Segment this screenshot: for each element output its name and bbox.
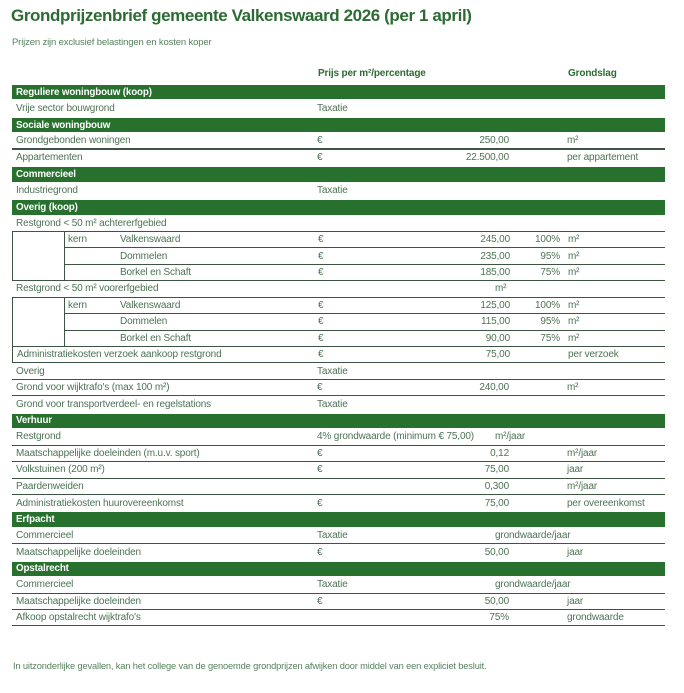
cell-currency: € bbox=[317, 382, 323, 394]
cell-amount: 0,300 bbox=[484, 480, 509, 492]
footnote: In uitzonderlijke gevallen, kan het college van de genoemde grondprijzen afwijken door middel van een expliciet besluit. bbox=[13, 661, 487, 671]
cell-label: Maatschappelijke doeleinden bbox=[16, 546, 141, 558]
cell-grondslag: per overeenkomst bbox=[567, 497, 645, 509]
table-row bbox=[12, 429, 665, 445]
cell-label: Borkel en Schaft bbox=[120, 332, 191, 344]
section-header-row bbox=[12, 413, 665, 429]
kern-indent-spacer bbox=[13, 265, 65, 280]
cell-label: Restgrond < 50 m² voorerfgebied bbox=[16, 283, 159, 295]
cell-amount: 50,00 bbox=[484, 546, 509, 558]
cell-label: Dommelen bbox=[120, 250, 168, 262]
cell-amount: 235,00 bbox=[480, 250, 510, 262]
section-label: Commercieel bbox=[16, 168, 76, 180]
cell-label: Industriegrond bbox=[16, 185, 78, 197]
cell-currency: € bbox=[318, 316, 324, 328]
cell-percentage: 95% bbox=[540, 250, 560, 262]
section-header-row bbox=[12, 199, 665, 215]
cell-label: Valkenswaard bbox=[120, 299, 181, 311]
cell-grondslag: m² bbox=[568, 234, 580, 246]
table-row bbox=[12, 265, 665, 281]
kern-indent-spacer bbox=[13, 331, 65, 346]
section-header-row bbox=[12, 117, 665, 133]
kern-indent-spacer bbox=[13, 248, 65, 264]
table-row bbox=[12, 133, 665, 149]
table-row bbox=[12, 462, 665, 478]
table-row bbox=[12, 216, 665, 232]
table-row bbox=[12, 479, 665, 495]
table-row bbox=[12, 347, 665, 363]
kern-indent-spacer bbox=[13, 314, 65, 330]
kern-label: kern bbox=[68, 234, 87, 246]
cell-label: Maatschappelijke doeleinden (m.u.v. sport) bbox=[16, 447, 200, 459]
cell-label: Grondgebonden woningen bbox=[16, 135, 131, 147]
cell-grondslag: jaar bbox=[567, 546, 584, 558]
cell-grondslag: m² bbox=[495, 283, 507, 295]
kern-indent-spacer bbox=[13, 232, 65, 248]
cell-grondslag: m² bbox=[568, 250, 580, 262]
section-header-row bbox=[12, 561, 665, 577]
table-row bbox=[12, 314, 665, 330]
kern-indent-spacer bbox=[13, 298, 65, 314]
cell-price-text: Taxatie bbox=[317, 399, 348, 411]
cell-label: Paardenweiden bbox=[16, 480, 84, 492]
cell-label: Afkoop opstalrecht wijktrafo's bbox=[16, 612, 141, 624]
cell-grondslag: per appartement bbox=[567, 152, 639, 164]
table-row bbox=[12, 281, 665, 297]
cell-amount: 115,00 bbox=[481, 316, 510, 328]
cell-amount: 90,00 bbox=[485, 332, 510, 344]
cell-amount: 240,00 bbox=[479, 382, 509, 394]
cell-label: Vrije sector bouwgrond bbox=[16, 103, 115, 115]
table-row bbox=[12, 396, 665, 412]
table-row bbox=[12, 577, 665, 593]
cell-label: Commercieel bbox=[16, 530, 74, 542]
kern-row-body bbox=[65, 331, 665, 346]
table-row bbox=[12, 100, 665, 116]
cell-currency: € bbox=[317, 135, 323, 147]
cell-label: Overig bbox=[16, 365, 45, 377]
cell-amount: 22.500,00 bbox=[465, 152, 509, 164]
cell-grondslag: m² bbox=[568, 299, 580, 311]
cell-label: Restgrond bbox=[16, 431, 61, 443]
column-headers bbox=[12, 64, 665, 81]
table-row bbox=[12, 528, 665, 544]
table-row bbox=[12, 544, 665, 560]
column-header-price: Prijs per m²/percentage bbox=[318, 68, 426, 79]
table-row bbox=[12, 610, 665, 626]
cell-amount: 50,00 bbox=[484, 595, 509, 607]
cell-currency: € bbox=[317, 464, 323, 476]
cell-price-text: Taxatie bbox=[317, 365, 348, 377]
cell-percentage: 75% bbox=[540, 332, 560, 344]
table-row bbox=[12, 495, 665, 511]
cell-currency: € bbox=[318, 332, 324, 344]
cell-currency: € bbox=[318, 349, 324, 361]
table-row bbox=[12, 232, 665, 248]
price-table bbox=[12, 84, 665, 626]
cell-grondslag: m²/jaar bbox=[567, 447, 598, 459]
table-row bbox=[12, 446, 665, 462]
cell-currency: € bbox=[318, 250, 324, 262]
cell-price-text: Taxatie bbox=[317, 103, 348, 115]
kern-row-body bbox=[65, 298, 665, 314]
cell-label: Maatschappelijke doeleinden bbox=[16, 595, 141, 607]
cell-amount: 75,00 bbox=[484, 497, 509, 509]
cell-label: Borkel en Schaft bbox=[120, 267, 191, 279]
cell-currency: € bbox=[317, 546, 323, 558]
kern-row-body bbox=[65, 314, 665, 330]
cell-currency: € bbox=[317, 152, 323, 164]
cell-amount: 185,00 bbox=[480, 267, 510, 279]
column-header-grondslag: Grondslag bbox=[568, 68, 617, 79]
cell-label: Volkstuinen (200 m²) bbox=[16, 464, 105, 476]
table-row bbox=[12, 363, 665, 379]
table-row bbox=[12, 594, 665, 610]
cell-label: Valkenswaard bbox=[120, 234, 181, 246]
cell-grondslag: jaar bbox=[567, 595, 584, 607]
table-row bbox=[12, 248, 665, 264]
cell-grondslag: m²/jaar bbox=[567, 480, 598, 492]
cell-amount: 0,12 bbox=[490, 447, 509, 459]
section-header-row bbox=[12, 84, 665, 100]
cell-label: Restgrond < 50 m² achtererfgebied bbox=[16, 217, 167, 229]
cell-grondslag: m² bbox=[568, 267, 580, 279]
section-label: Sociale woningbouw bbox=[16, 119, 111, 131]
cell-amount: 245,00 bbox=[480, 234, 510, 246]
cell-grondslag: m² bbox=[567, 382, 579, 394]
section-label: Reguliere woningbouw (koop) bbox=[16, 86, 152, 98]
cell-grondslag: jaar bbox=[567, 464, 584, 476]
cell-label: Administratiekosten huurovereenkomst bbox=[16, 497, 184, 509]
cell-currency: € bbox=[318, 234, 324, 246]
cell-currency: € bbox=[317, 447, 323, 459]
cell-grondslag: grondwaarde bbox=[567, 612, 624, 624]
cell-percentage: 95% bbox=[540, 316, 560, 328]
cell-currency: € bbox=[318, 267, 324, 279]
cell-price-text: Taxatie bbox=[317, 530, 348, 542]
cell-amount: 75% bbox=[489, 612, 509, 624]
cell-grondslag: grondwaarde/jaar bbox=[495, 530, 571, 542]
cell-label: Appartementen bbox=[16, 152, 83, 164]
cell-percentage: 75% bbox=[540, 267, 560, 279]
table-row bbox=[12, 183, 665, 199]
cell-label: Grond voor transportverdeel- en regelstations bbox=[16, 399, 212, 411]
cell-label: Dommelen bbox=[120, 316, 168, 328]
table-row bbox=[12, 380, 665, 396]
cell-percentage: 100% bbox=[535, 234, 560, 246]
section-header-row bbox=[12, 511, 665, 527]
kern-row-body bbox=[65, 265, 665, 280]
section-label: Verhuur bbox=[16, 415, 52, 427]
cell-price-text: Taxatie bbox=[317, 185, 348, 197]
section-header-row bbox=[12, 166, 665, 182]
table-row bbox=[12, 150, 665, 166]
cell-grondslag: m²/jaar bbox=[495, 431, 526, 443]
table-row bbox=[12, 331, 665, 347]
cell-amount: 250,00 bbox=[479, 135, 509, 147]
cell-price-text: 4% grondwaarde (minimum € 75,00) bbox=[317, 431, 474, 443]
cell-price-text: Taxatie bbox=[317, 579, 348, 591]
page-subtitle: Prijzen zijn exclusief belastingen en kosten koper bbox=[12, 37, 212, 48]
cell-label: Grond voor wijktrafo's (max 100 m²) bbox=[16, 382, 170, 394]
cell-grondslag: grondwaarde/jaar bbox=[495, 579, 571, 591]
cell-grondslag: m² bbox=[568, 332, 580, 344]
cell-amount: 75,00 bbox=[485, 349, 510, 361]
cell-amount: 125,00 bbox=[480, 299, 510, 311]
cell-grondslag: m² bbox=[567, 135, 579, 147]
cell-grondslag: per verzoek bbox=[568, 349, 619, 361]
cell-label: Administratiekosten verzoek aankoop restgrond bbox=[17, 349, 222, 361]
cell-currency: € bbox=[317, 595, 323, 607]
kern-row-body bbox=[65, 232, 665, 248]
cell-label: Commercieel bbox=[16, 579, 74, 591]
section-label: Overig (koop) bbox=[16, 201, 78, 213]
cell-currency: € bbox=[318, 299, 324, 311]
section-label: Erfpacht bbox=[16, 514, 55, 526]
kern-label: kern bbox=[68, 299, 87, 311]
cell-currency: € bbox=[317, 497, 323, 509]
cell-grondslag: m² bbox=[568, 316, 580, 328]
cell-percentage: 100% bbox=[535, 299, 560, 311]
page-title: Grondprijzenbrief gemeente Valkenswaard 2026 (per 1 april) bbox=[11, 6, 472, 25]
cell-amount: 75,00 bbox=[484, 464, 509, 476]
kern-row-body bbox=[65, 248, 665, 264]
table-row bbox=[12, 298, 665, 314]
section-label: Opstalrecht bbox=[16, 563, 69, 575]
